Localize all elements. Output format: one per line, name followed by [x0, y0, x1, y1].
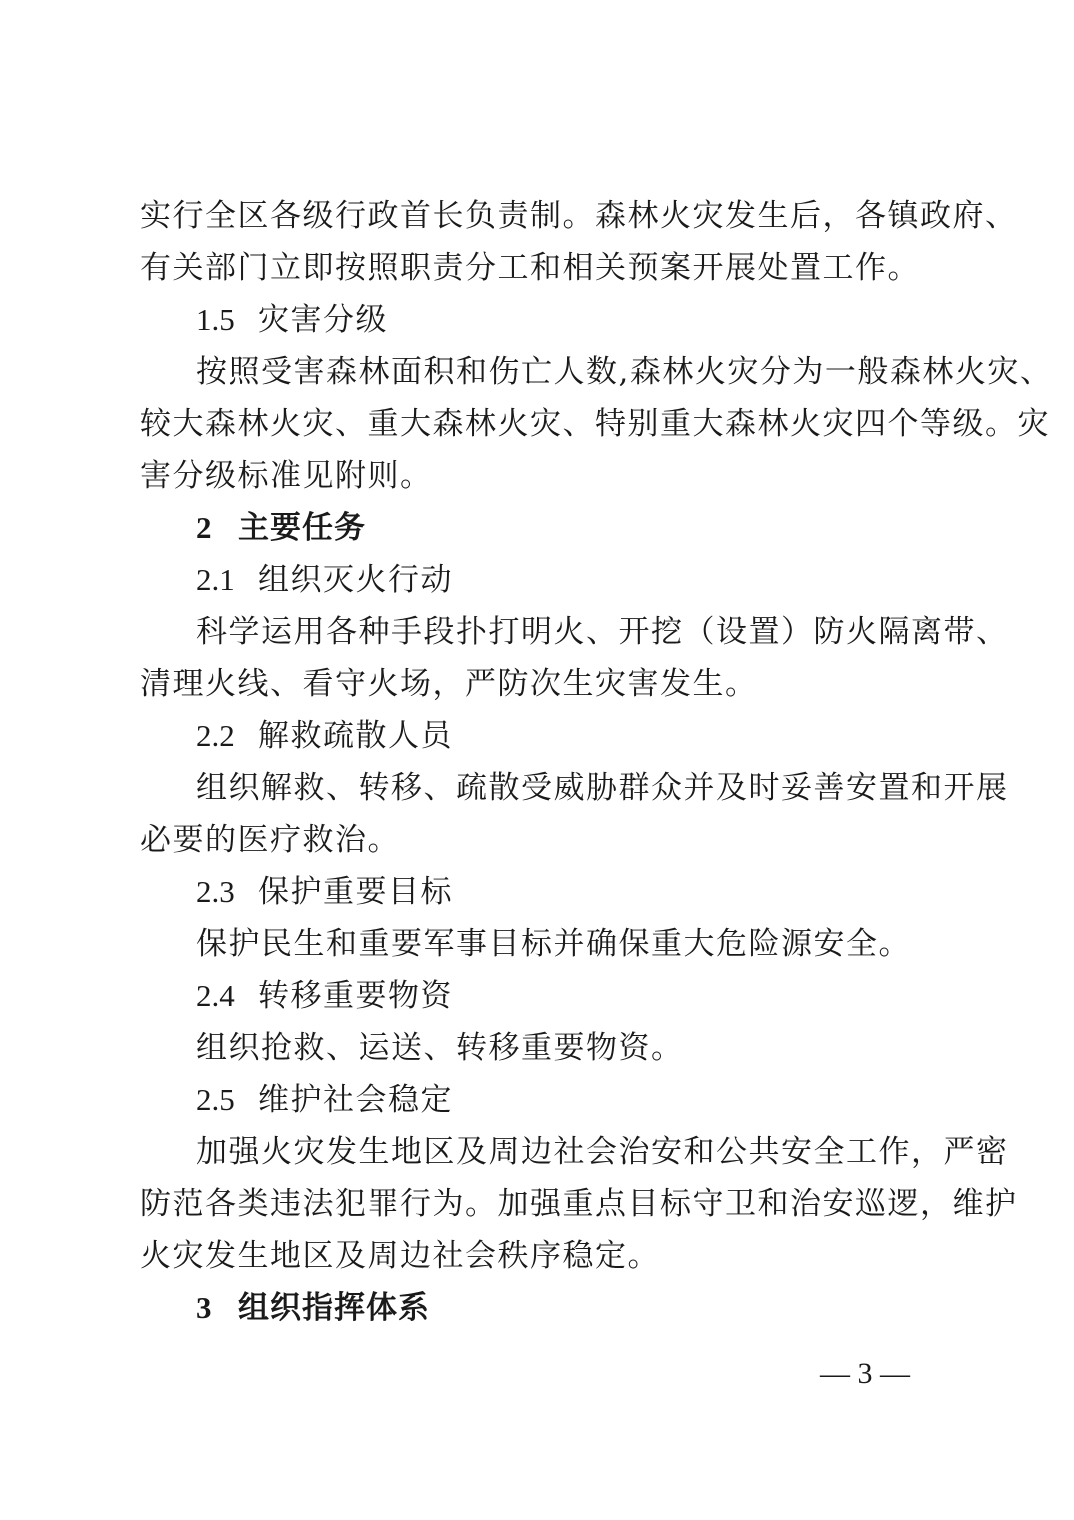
section-heading-2-1	[196, 560, 930, 600]
section-number: 2.4	[196, 978, 235, 1013]
section-title: 组织指挥体系	[238, 1290, 430, 1326]
section-title: 灾害分级	[258, 302, 388, 338]
section-number: 1.5	[196, 302, 235, 337]
section-heading-1-5	[196, 300, 930, 340]
paragraph-line: 实行全区各级行政首长负责制。森林火灾发生后，各镇政府、	[140, 198, 1018, 234]
section-title: 转移重要物资	[258, 978, 453, 1014]
section-number: 2.1	[196, 562, 235, 597]
paragraph-line: 火灾发生地区及周边社会秩序稳定。	[140, 1238, 660, 1274]
section-heading-2-3	[196, 872, 930, 912]
section-title: 组织灭火行动	[258, 562, 453, 598]
section-heading-2-2	[196, 716, 930, 756]
section-heading-2-5	[196, 1080, 930, 1120]
paragraph-line: 保护民生和重要军事目标并确保重大危险源安全。	[196, 926, 911, 962]
section-number: 2	[196, 510, 212, 545]
page-number: — 3 —	[820, 1357, 910, 1390]
paragraph-line: 组织解救、转移、疏散受威胁群众并及时妥善安置和开展	[196, 770, 1009, 806]
paragraph-line: 防范各类违法犯罪行为。加强重点目标守卫和治安巡逻，维护	[140, 1186, 1018, 1222]
paragraph-line: 必要的医疗救治。	[140, 822, 400, 858]
paragraph-line: 害分级标准见附则。	[140, 458, 433, 494]
paragraph-line: 组织抢救、运送、转移重要物资。	[196, 1030, 684, 1066]
section-number: 2.5	[196, 1082, 235, 1117]
section-number: 3	[196, 1290, 212, 1325]
section-title: 维护社会稳定	[258, 1082, 453, 1118]
paragraph-line: 加强火灾发生地区及周边社会治安和公共安全工作，严密	[196, 1134, 1009, 1170]
paragraph-line: 按照受害森林面积和伤亡人数,森林火灾分为一般森林火灾、	[196, 354, 1053, 390]
section-title: 主要任务	[238, 510, 366, 546]
section-heading-2-4	[196, 976, 930, 1016]
section-number: 2.3	[196, 874, 235, 909]
section-title: 解救疏散人员	[258, 718, 453, 754]
section-heading-3	[196, 1288, 930, 1328]
paragraph-line: 有关部门立即按照职责分工和相关预案开展处置工作。	[140, 250, 920, 286]
paragraph-line: 科学运用各种手段扑打明火、开挖（设置）防火隔离带、	[196, 614, 1009, 650]
section-title: 保护重要目标	[258, 874, 453, 910]
paragraph-line: 清理火线、看守火场，严防次生灾害发生。	[140, 666, 758, 702]
section-heading-2	[196, 508, 930, 548]
paragraph-line: 较大森林火灾、重大森林火灾、特别重大森林火灾四个等级。灾	[140, 406, 1050, 442]
section-number: 2.2	[196, 718, 235, 753]
